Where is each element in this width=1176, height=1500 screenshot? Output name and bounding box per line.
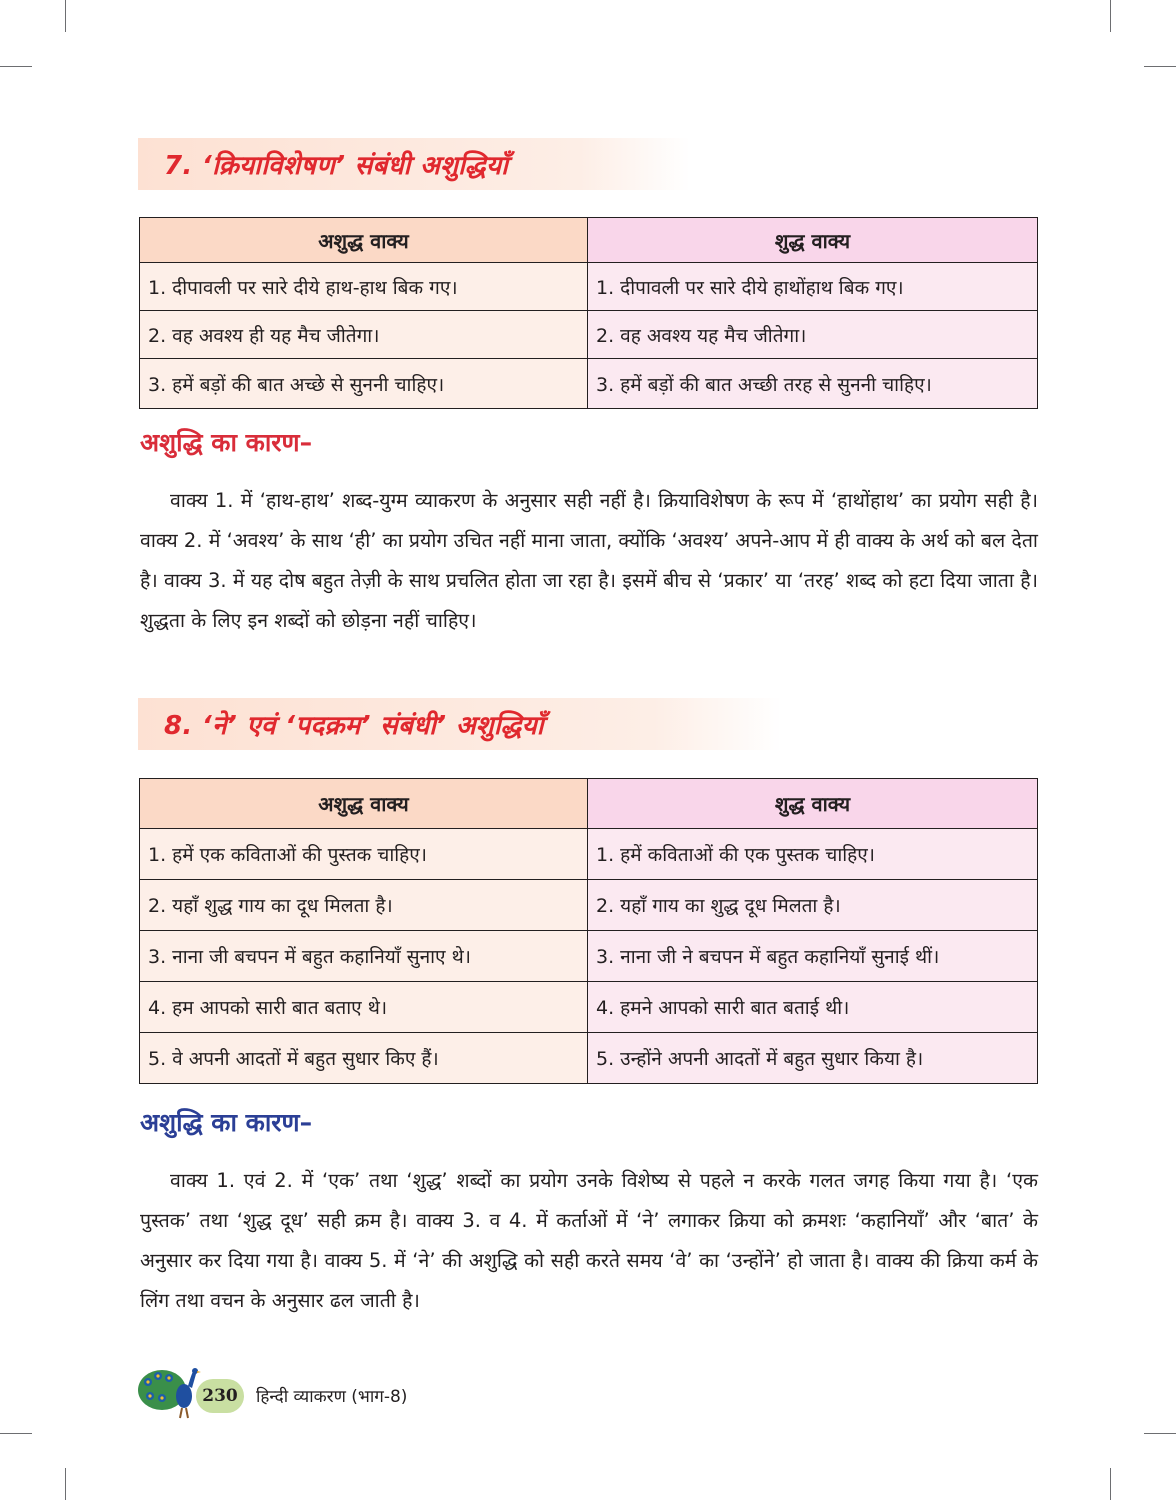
peacock-icon: [136, 1360, 202, 1420]
section-8-heading: 8. ‘ने’ एवं ‘पदक्रम’ संबंधी’ अशुद्धियाँ: [164, 711, 544, 741]
incorrect-sentence: 3. नाना जी बचपन में बहुत कहानियाँ सुनाए थे।: [140, 931, 588, 982]
crop-mark: [65, 1468, 66, 1500]
correct-sentence: 2. यहाँ गाय का शुद्ध दूध मिलता है।: [588, 880, 1038, 931]
crop-mark: [65, 0, 66, 32]
crop-mark: [1110, 0, 1111, 32]
section-7-table: [139, 217, 1038, 409]
table-row: [140, 829, 1038, 880]
section-7-reason-title: अशुद्धि का कारण–: [140, 428, 313, 457]
table-row: [140, 880, 1038, 931]
table-row: [140, 1033, 1038, 1084]
incorrect-sentence: 1. दीपावली पर सारे दीये हाथ-हाथ बिक गए।: [140, 263, 588, 311]
table-row: [140, 359, 1038, 409]
crop-mark: [0, 66, 32, 67]
section-7-heading-band: [138, 138, 690, 190]
section-7-heading: 7. ‘क्रियाविशेषण’ संबंधी अशुद्धियाँ: [164, 151, 509, 181]
table-row: [140, 311, 1038, 359]
section-8-heading-band: [138, 698, 782, 750]
incorrect-sentence: 1. हमें एक कविताओं की पुस्तक चाहिए।: [140, 829, 588, 880]
book-title: हिन्दी व्याकरण (भाग-8): [256, 1387, 408, 1407]
table-row: [140, 263, 1038, 311]
correct-sentence: 2. वह अवश्य यह मैच जीतेगा।: [588, 311, 1038, 359]
page-number: 230: [196, 1379, 244, 1413]
crop-mark: [1144, 1433, 1176, 1434]
correct-sentence: 1. दीपावली पर सारे दीये हाथोंहाथ बिक गए।: [588, 263, 1038, 311]
table-row: [140, 982, 1038, 1033]
column-header-incorrect: अशुद्ध वाक्य: [140, 218, 588, 263]
column-header-correct: शुद्ध वाक्य: [588, 779, 1038, 829]
column-header-incorrect: अशुद्ध वाक्य: [140, 779, 588, 829]
section-8-reason-title: अशुद्धि का कारण–: [140, 1108, 313, 1137]
crop-mark: [0, 1433, 32, 1434]
section-7-reason-text: वाक्य 1. में ‘हाथ-हाथ’ शब्द-युग्म व्याकरण के अनुसार सही नहीं है। क्रियाविशेषण के रूप में ‘हाथोंहाथ’ का प्रयोग सही है। वाक्य 2. में ‘अवश्य’ के साथ ‘ही’ का प्रयोग उचित नहीं माना जाता, क्योंकि ‘अवश्य’ अपने-आप में ही वाक्य के अर्थ को बल देता है। वाक्य 3. में यह दोष बहुत तेज़ी के साथ प्रचलित होता जा रहा है। इसमें बीच से ‘प्रकार’ या ‘तरह’ शब्द को हटा दिया जाता है। शुद्धता के लिए इन शब्दों को छोड़ना नहीं चाहिए।: [140, 489, 1038, 632]
column-header-correct: शुद्ध वाक्य: [588, 218, 1038, 263]
section-8-reason-text: वाक्य 1. एवं 2. में ‘एक’ तथा ‘शुद्ध’ शब्दों का प्रयोग उनके विशेष्य से पहले न करके गलत जगह किया गया है। ‘एक पुस्तक’ तथा ‘शुद्ध दूध’ सही क्रम है। वाक्य 3. व 4. में कर्ताओं में ‘ने’ लगाकर क्रिया को क्रमशः ‘कहानियाँ’ और ‘बात’ के अनुसार कर दिया गया है। वाक्य 5. में ‘ने’ की अशुद्धि को सही करते समय ‘वे’ का ‘उन्होंने’ हो जाता है। वाक्य की क्रिया कर्म के लिंग तथा वचन के अनुसार ढल जाती है।: [140, 1169, 1038, 1312]
incorrect-sentence: 4. हम आपको सारी बात बताए थे।: [140, 982, 588, 1033]
correct-sentence: 1. हमें कविताओं की एक पुस्तक चाहिए।: [588, 829, 1038, 880]
incorrect-sentence: 2. यहाँ शुद्ध गाय का दूध मिलता है।: [140, 880, 588, 931]
correct-sentence: 4. हमने आपको सारी बात बताई थी।: [588, 982, 1038, 1033]
correct-sentence: 3. हमें बड़ों की बात अच्छी तरह से सुननी चाहिए।: [588, 359, 1038, 409]
incorrect-sentence: 5. वे अपनी आदतों में बहुत सुधार किए हैं।: [140, 1033, 588, 1084]
incorrect-sentence: 2. वह अवश्य ही यह मैच जीतेगा।: [140, 311, 588, 359]
crop-mark: [1144, 66, 1176, 67]
correct-sentence: 3. नाना जी ने बचपन में बहुत कहानियाँ सुनाई थीं।: [588, 931, 1038, 982]
incorrect-sentence: 3. हमें बड़ों की बात अच्छे से सुननी चाहिए।: [140, 359, 588, 409]
crop-mark: [1110, 1468, 1111, 1500]
correct-sentence: 5. उन्होंने अपनी आदतों में बहुत सुधार किया है।: [588, 1033, 1038, 1084]
section-8-table: [139, 778, 1038, 1084]
table-row: [140, 931, 1038, 982]
